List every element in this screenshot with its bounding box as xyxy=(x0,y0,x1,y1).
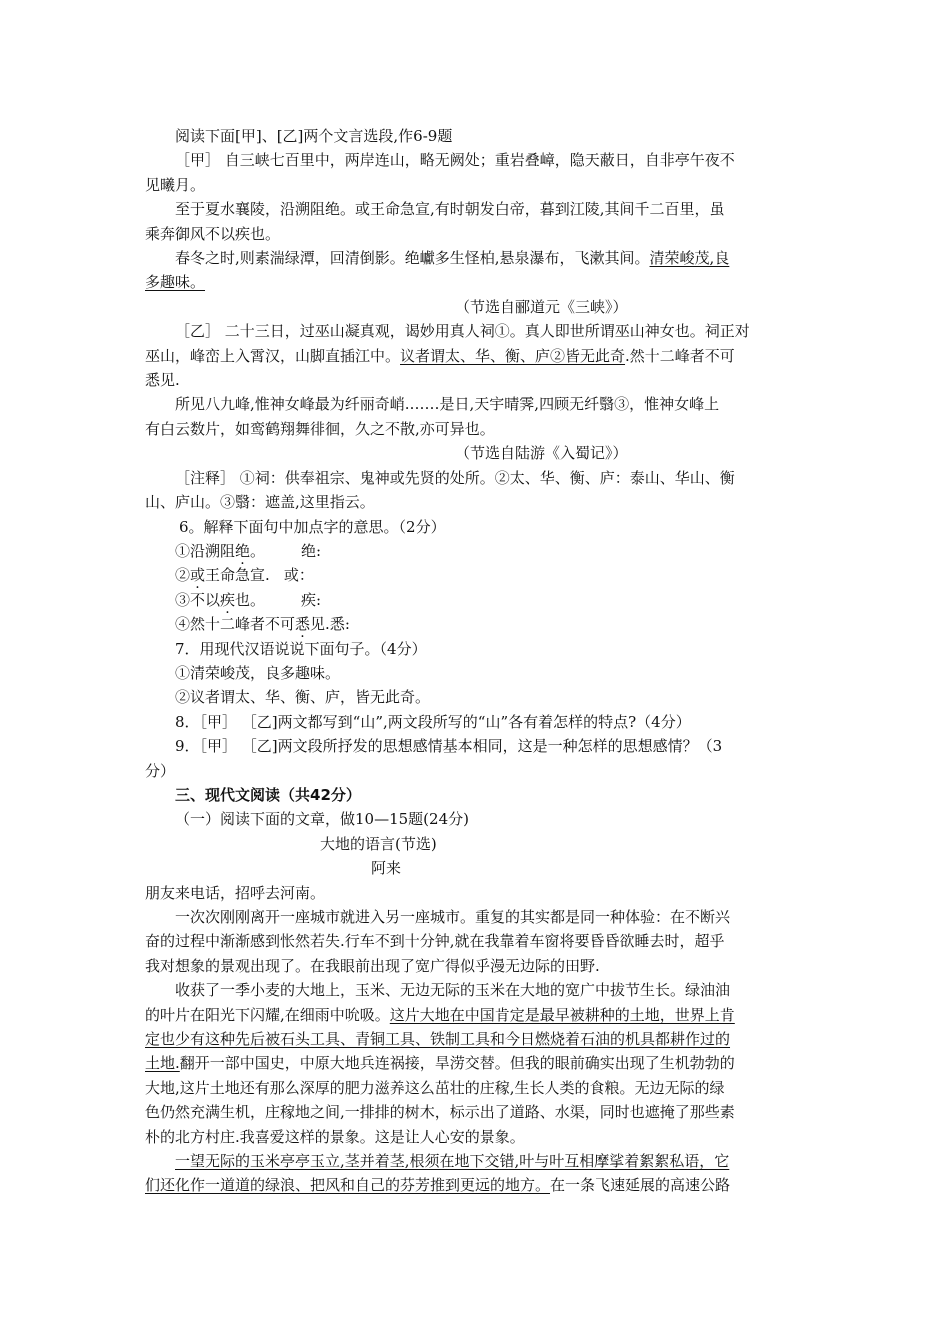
article-title: 大地的语言(节选) xyxy=(320,834,437,853)
article-p1: 朋友来电话，招呼去河南。 xyxy=(145,883,326,902)
article-p3-line4: 土地.翻开一部中国史，中原大地兵连祸接，旱涝交替。但我的眼前确实出现了生机勃勃的 xyxy=(145,1054,735,1073)
article-p3-line2: 的叶片在阳光下闪耀,在细雨中吮吸。这片大地在中国肯定是最早被耕种的土地，世界上肯 xyxy=(145,1005,735,1024)
question-6-item: ①沿溯阻绝。 绝: xyxy=(175,541,322,560)
dotted-char: 疾 xyxy=(220,590,236,609)
question-7-title: 7．用现代汉语说说下面句子。（4分） xyxy=(175,639,427,658)
article-p4-line1 xyxy=(145,1149,809,1173)
reading-intro: 阅读下面[甲]、[乙]两个文言选段,作6-9题 xyxy=(175,127,453,145)
underlined-sentence: 一望无际的玉米亭亭玉立,茎并着茎,根须在地下交错,叶与叶互相摩挲着絮絮私语，它 xyxy=(175,1152,730,1171)
yi-source: （节选自陆游《入蜀记》） xyxy=(455,444,628,463)
jia-p1-line2: 见曦月。 xyxy=(145,175,206,194)
dotted-char: 或 xyxy=(190,566,206,585)
underlined-sentence: 定也少有这种先后被石头工具、青铜工具、铁制工具和今日燃烧着石油的机具都耕作过的 xyxy=(145,1030,731,1049)
question-7-item: ①清荣峻茂，良多趣味。 xyxy=(175,663,341,682)
article-p3-line5: 大地,这片土地还有那么深厚的肥力滋养这么茁壮的庄稼,生长人类的食粮。无边无际的绿 xyxy=(145,1078,725,1097)
yi-p2-line2: 有白云数片，如鸾鹤翔舞徘徊，久之不散,亦可异也。 xyxy=(145,419,495,438)
question-6-item: ②或王命急宣. 或： xyxy=(175,566,314,585)
article-p2-line1: 一次次刚刚离开一座城市就进入另一座城市。重复的其实都是同一种体验：在不断兴 xyxy=(175,908,731,926)
underlined-sentence: 们还化作一道道的绿浪、把风和自己的芬芳推到更远的地方。 xyxy=(145,1176,551,1195)
yi-p1-line1: ［乙］ 二十三日，过巫山凝真观，谒妙用真人祠①。真人即世所谓巫山神女也。祠正对 xyxy=(175,322,750,341)
jia-p2-line2: 乘奔御风不以疾也。 xyxy=(145,224,281,243)
jia-p3-line2 xyxy=(145,270,809,294)
underlined-sentence: 清荣峻茂,良 xyxy=(649,249,730,268)
exam-page xyxy=(145,124,809,1198)
underlined-sentence: 议者谓太、华、衡、庐②皆无此奇 xyxy=(400,346,626,365)
question-6-item: ④然十二峰者不可悉见.悉: xyxy=(175,615,350,634)
jia-source: （节选自郦道元《三峡》） xyxy=(455,297,628,316)
jia-p3-line1: 春冬之时,则素湍绿潭，回清倒影。绝巘多生怪柏,悬泉瀑布，飞漱其间。清荣峻茂,良 xyxy=(175,249,730,268)
article-p2-line2: 奋的过程中渐渐感到怅然若失.行车不到十分钟,就在我靠着车窗将要昏昏欲睡去时，超乎 xyxy=(145,932,725,951)
article-p2-line3: 我对想象的景观出现了。在我眼前出现了宽广得似乎漫无边际的田野. xyxy=(145,956,600,975)
section-heading: 三、现代文阅读（共42分） xyxy=(175,785,361,804)
question-6-item: ③不以疾也。 疾: xyxy=(175,590,322,609)
article-p3-line6: 色仍然充满生机，庄稼地之间,一排排的树木，标示出了道路、水渠，同时也遮掩了那些素 xyxy=(145,1103,735,1122)
question-8: 8．［甲］ ［乙]两文都写到“山”,两文段所写的“山”各有着怎样的特点?（4分） xyxy=(175,712,691,731)
underlined-sentence: 多趣味。 xyxy=(145,273,206,292)
article-author: 阿来 xyxy=(371,859,402,878)
notes-line2: 山、庐山。③翳：遮盖,这里指云。 xyxy=(145,493,375,512)
yi-p2-line1: 所见八九峰,惟神女峰最为纤丽奇峭.……是日,天宇晴霁,四顾无纤翳③，惟神女峰上 xyxy=(175,395,720,414)
yi-p1-line3: 悉见. xyxy=(145,371,180,390)
question-6-title: 6。解释下面句中加点字的意思。（2分） xyxy=(179,517,446,536)
jia-p2-line1: 至于夏水襄陵，沿溯阻绝。或王命急宣,有时朝发白帝，暮到江陵,其间千二百里，虽 xyxy=(175,200,725,219)
article-p4-line2: 们还化作一道道的绿浪、把风和自己的芬芳推到更远的地方。在一条飞速延展的高速公路 xyxy=(145,1176,731,1195)
yi-p1-line2: 巫山，峰峦上入霄汉，山脚直插江中。议者谓太、华、衡、庐②皆无此奇.然十二峰者不可 xyxy=(145,346,735,365)
underlined-sentence: 土地. xyxy=(145,1054,180,1073)
article-p3-line3 xyxy=(145,1027,809,1051)
underlined-sentence: 这片大地在中国肯定是最早被耕种的土地，世界上肯 xyxy=(389,1005,735,1024)
article-p3-line7: 朴的北方村庄.我喜爱这样的景象。这是让人心安的景象。 xyxy=(145,1127,525,1146)
subsection-heading: （一）阅读下面的文章，做10—15题(24分) xyxy=(175,810,469,829)
notes-line1: ［注释］ ①祠：供奉祖宗、鬼神或先贤的处所。②太、华、衡、庐：泰山、华山、衡 xyxy=(175,468,735,487)
question-9-line2: 分） xyxy=(145,761,176,780)
article-p3-line1: 收获了一季小麦的大地上，玉米、无边无际的玉米在大地的宽广中拔节生长。绿油油 xyxy=(175,981,731,1000)
question-9-line1: 9．［甲］ ［乙]两文段所抒发的思想感情基本相同，这是一种怎样的思想感情？（3 xyxy=(175,737,723,756)
jia-p1-line1: ［甲］ 自三峡七百里中，两岸连山，略无阙处；重岩叠嶂，隐天蔽日，自非亭午夜不 xyxy=(175,151,735,170)
dotted-char: 悉 xyxy=(295,615,311,634)
question-7-item: ②议者谓太、华、衡、庐，皆无此奇。 xyxy=(175,688,431,707)
dotted-char: 绝 xyxy=(235,541,251,560)
